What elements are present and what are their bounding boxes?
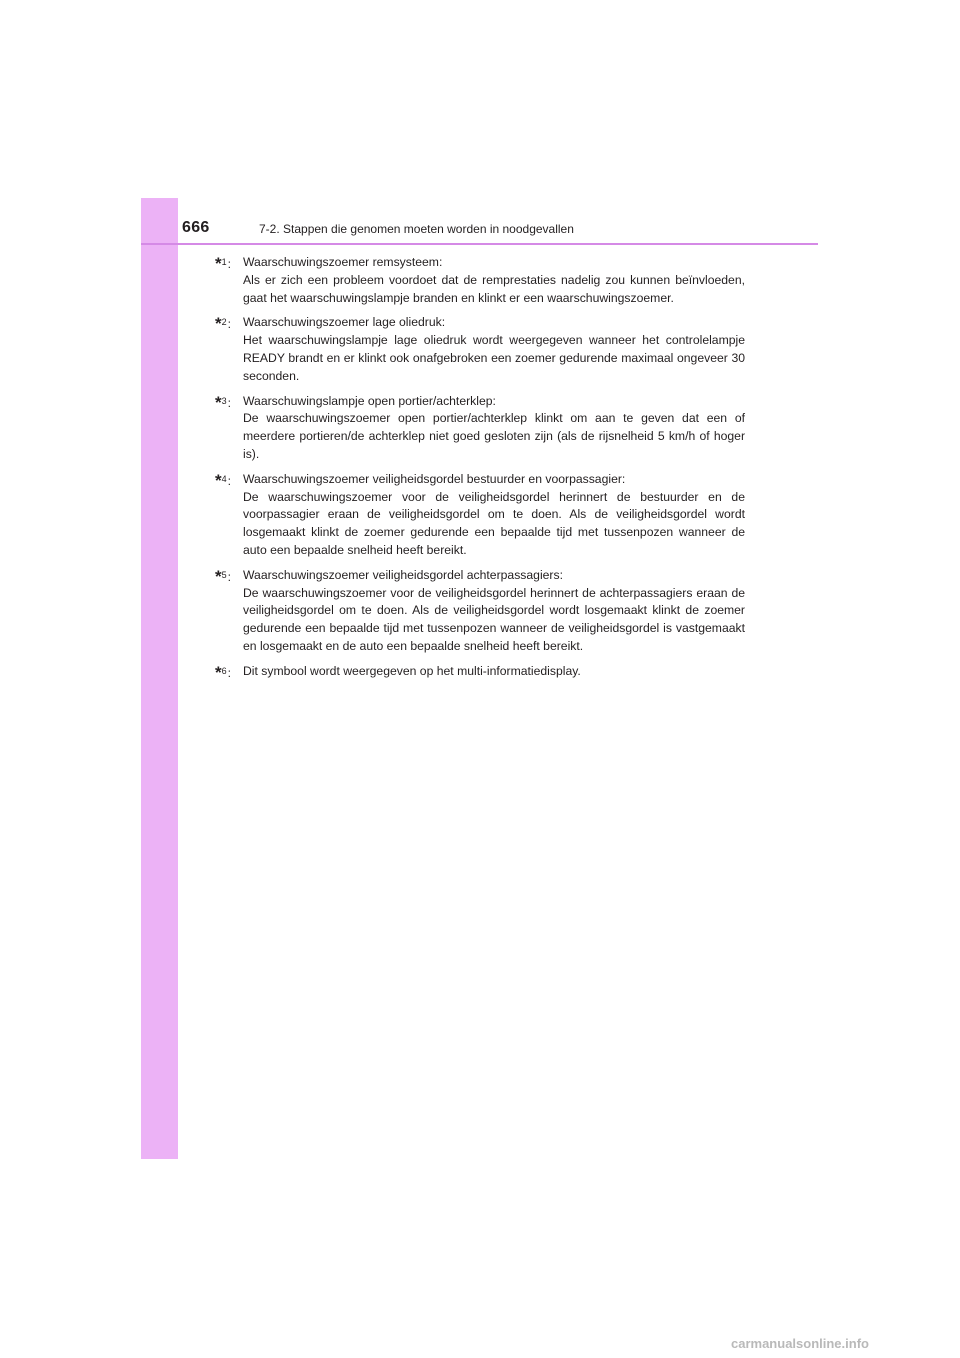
- asterisk-icon: *: [215, 662, 222, 682]
- header-divider: [141, 243, 818, 245]
- footnote-6: [215, 663, 745, 681]
- footnote-marker: [215, 254, 231, 275]
- footnote-title: Waarschuwingszoemer remsysteem:: [243, 255, 443, 269]
- footnote-title: Waarschuwingszoemer veiligheidsgordel achterpassagiers:: [243, 567, 563, 582]
- footnote-body: De waarschuwingszoemer voor de veiligheidsgordel herinnert de bestuurder en de voorpassagier eraan de veiligheidsgordel om te doen. Als de veiligheidsgordel wordt losgemaakt klinkt de zoemer gedurende een bepaalde tijd met tussenpozen wanneer de auto een bepaalde snelheid heeft bereikt.: [243, 489, 745, 557]
- footer-watermark: carmanualsonline.info: [731, 1336, 869, 1351]
- footnote-marker: [215, 663, 231, 684]
- asterisk-icon: *: [215, 392, 222, 412]
- footnote-list: [215, 254, 745, 688]
- page-number: 666: [182, 219, 210, 236]
- footnote-marker: [215, 471, 231, 492]
- footnote-marker: [215, 567, 231, 588]
- footnote-colon: :: [227, 473, 232, 488]
- footnote-title: Waarschuwingslampje open portier/achterklep:: [243, 393, 496, 408]
- footnote-title: Dit symbool wordt weergegeven op het multi-informatiedisplay.: [243, 663, 581, 678]
- footnote-1: [215, 254, 745, 307]
- footnote-marker: [215, 314, 231, 335]
- footnote-colon: :: [227, 257, 232, 271]
- asterisk-icon: *: [215, 314, 222, 334]
- footnote-title: Waarschuwingszoemer veiligheidsgordel bestuurder en voorpassagier:: [243, 471, 626, 486]
- footnote-body: Als er zich een probleem voordoet dat de remprestaties nadelig zou kunnen beïnvloeden, gaat het waarschuwingslampje branden en klinkt er een waarschuwingszoemer.: [243, 272, 745, 305]
- footnote-2: [215, 314, 745, 385]
- asterisk-icon: *: [215, 254, 222, 273]
- footnote-title: Waarschuwingszoemer lage oliedruk:: [243, 315, 446, 330]
- page-header: [141, 198, 818, 245]
- footnote-body: Het waarschuwingslampje lage oliedruk wordt weergegeven wanneer het controlelampje READY brandt en er klinkt ook onafgebroken een zoemer gedurende maximaal ongeveer 30 seconden.: [243, 333, 745, 383]
- footnote-marker: [215, 393, 231, 414]
- footnote-colon: :: [227, 665, 232, 680]
- footnote-number: 1: [221, 257, 227, 267]
- section-title: 7-2. Stappen die genomen moeten worden in noodgevallen: [259, 222, 574, 236]
- footnote-number: 4: [221, 473, 227, 484]
- footnote-number: 6: [221, 665, 227, 676]
- footnote-number: 3: [221, 395, 227, 406]
- footnote-colon: :: [227, 317, 232, 332]
- footnote-number: 2: [221, 317, 227, 328]
- footnote-body: De waarschuwingszoemer open portier/achterklep klinkt om aan te geven dat een of meerdere portieren/de achterklep niet goed gesloten zijn (als de rijsnelheid 5 km/​h of hoger is).: [243, 411, 745, 461]
- footnote-number: 5: [221, 569, 227, 580]
- asterisk-icon: *: [215, 470, 222, 490]
- footnote-colon: :: [227, 395, 232, 410]
- footnote-colon: :: [227, 569, 232, 584]
- footnote-4: [215, 471, 745, 560]
- footnote-5: [215, 567, 745, 656]
- asterisk-icon: *: [215, 566, 222, 586]
- chapter-tab-bar: [141, 198, 178, 1159]
- footnote-3: [215, 393, 745, 464]
- footnote-body: De waarschuwingszoemer voor de veiligheidsgordel herinnert de achterpassagiers eraan de veiligheidsgordel om te doen. Als de veiligheidsgordel wordt losgemaakt klinkt de zoemer gedurende een bepaalde tijd met tussenpozen wanneer de veiligheidsgordel is vastgemaakt en losgemaakt en de auto een bepaalde snelheid heeft bereikt.: [243, 585, 745, 653]
